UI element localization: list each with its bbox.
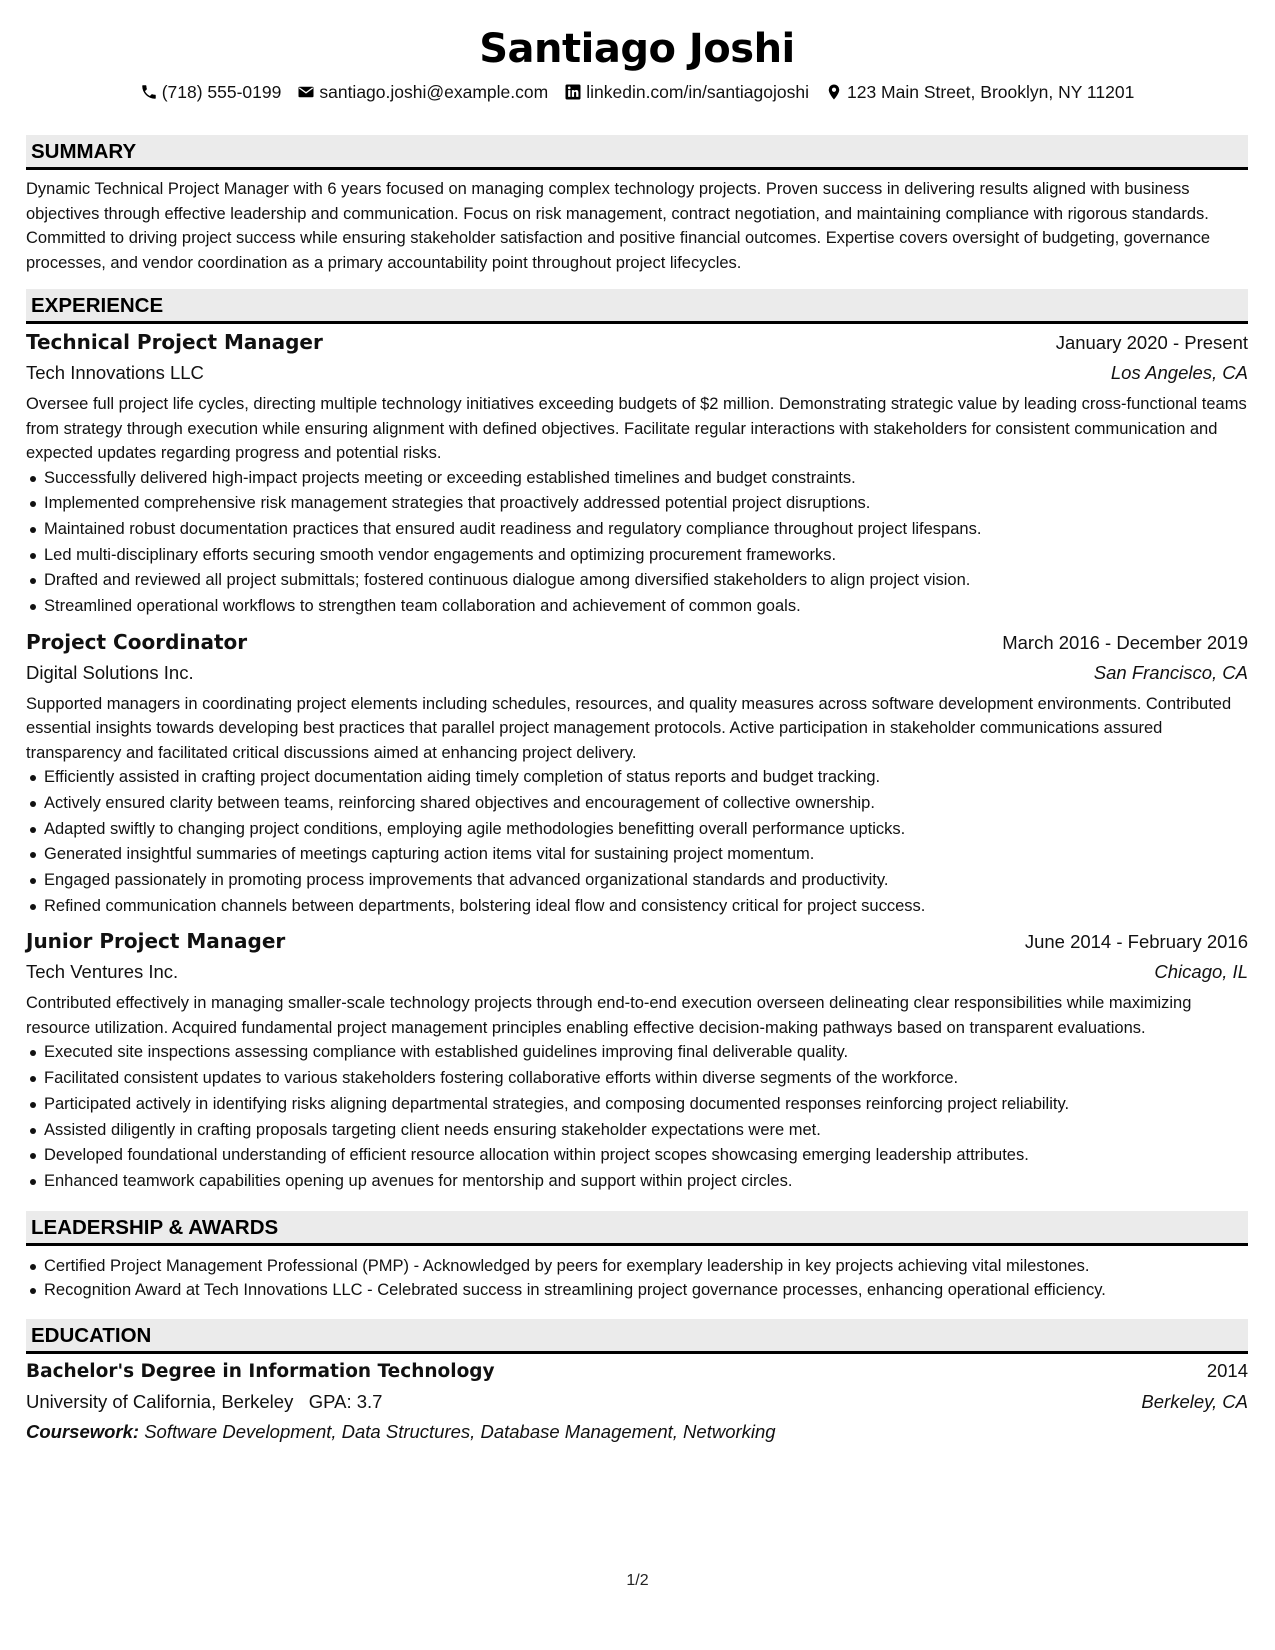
job-title: Junior Project Manager [26, 929, 286, 954]
list-item: Adapted swiftly to changing project conditions, employing agile methodologies benefitting overall performance upticks. [26, 817, 1248, 843]
list-item: Assisted diligently in crafting proposals targeting client needs ensuring stakeholder expectations were met. [26, 1118, 1248, 1144]
gpa: GPA: 3.7 [308, 1390, 383, 1412]
list-item: Developed foundational understanding of efficient resource allocation within project scopes showcasing emerging leadership attributes. [26, 1143, 1248, 1169]
coursework-label: Coursework: [26, 1420, 140, 1442]
job-subheader [26, 957, 1248, 987]
job-dates: June 2014 - February 2016 [1024, 931, 1248, 953]
job-location: San Francisco, CA [1093, 661, 1248, 683]
summary-text: Dynamic Technical Project Manager with 6 years focused on managing complex technology projects. Proven success in delivering results aligned with business objectives through effective leadership and communication. Focus on risk management, contract negotiation, and maintaining compliance with rigorous standards. Committed to driving project success while ensuring stakeholder satisfaction and positive financial outcomes. Expertise covers oversight of budgeting, governance processes, and vendor coordination as a primary accountability point throughout project lifecycles. [26, 180, 1211, 272]
coursework-list: Software Development, Data Structures, Database Management, Networking [144, 1420, 776, 1442]
job-title: Project Coordinator [26, 629, 248, 654]
job-location: Los Angeles, CA [1110, 362, 1248, 383]
list-item: Generated insightful summaries of meetings capturing action items vital for sustaining project momentum. [26, 842, 1248, 868]
education-subheader [26, 1387, 1248, 1417]
company-name: Digital Solutions Inc. [26, 661, 194, 683]
job-description: Supported managers in coordinating project elements including schedules, resources, and quality measures across software development environments. Contributed essential insights towards developing best practices that parallel project management protocols. Active participation in stakeholder communications assured transparency and facilitated critical discussions aimed at enhancing project delivery. [26, 694, 1232, 762]
job-bullets [26, 765, 1248, 919]
candidate-name: Santiago Joshi [479, 26, 795, 72]
address-text: 123 Main Street, Brooklyn, NY 11201 [847, 82, 1135, 102]
contact-bar [26, 80, 1248, 104]
job-description: Contributed effectively in managing smaller-scale technology projects through end-to-end execution overseen delineating clear responsibilities while maximizing resource utilization. Acquired fundamental project management principles enabling effective decision-making pathways based on transparent evaluations. [26, 994, 1192, 1037]
awards-list [26, 1254, 1248, 1303]
job-subheader [26, 358, 1248, 388]
contact-phone [140, 80, 282, 104]
school-location: Berkeley, CA [1141, 1390, 1248, 1412]
company-name: Tech Ventures Inc. [26, 961, 179, 983]
list-item: Facilitated consistent updates to various stakeholders fostering collaborative efforts within diverse segments of the workforce. [26, 1066, 1248, 1092]
page-number: 1/2 [626, 1572, 649, 1589]
job-header [26, 327, 1248, 358]
contact-linkedin[interactable] [564, 80, 809, 104]
list-item: Implemented comprehensive risk management strategies that proactively addressed potential project disruptions. [26, 491, 1248, 517]
degree-title: Bachelor's Degree in Information Technology [26, 1360, 495, 1382]
education-heading: EDUCATION [26, 1319, 1248, 1354]
awards-heading: LEADERSHIP & AWARDS [26, 1211, 1248, 1246]
education-header [26, 1356, 1248, 1387]
envelope-icon [297, 83, 315, 101]
phone-text: (718) 555-0199 [161, 82, 282, 102]
job-dates: March 2016 - December 2019 [1002, 631, 1248, 653]
list-item: Successfully delivered high-impact projects meeting or exceeding established timelines and budget constraints. [26, 466, 1248, 492]
list-item: Participated actively in identifying risks aligning departmental strategies, and composing documented responses reinforcing project reliability. [26, 1092, 1248, 1118]
job-location: Chicago, IL [1154, 961, 1248, 983]
phone-icon [140, 83, 158, 101]
list-item: Actively ensured clarity between teams, reinforcing shared objectives and encouragement of collective ownership. [26, 791, 1248, 817]
job-subheader [26, 658, 1248, 688]
job-header [26, 926, 1248, 957]
list-item: Efficiently assisted in crafting project documentation aiding timely completion of status reports and budget tracking. [26, 765, 1248, 791]
list-item: Streamlined operational workflows to strengthen team collaboration and achievement of common goals. [26, 594, 1248, 620]
graduation-year: 2014 [1206, 1359, 1248, 1381]
list-item: Engaged passionately in promoting process improvements that advanced organizational standards and productivity. [26, 868, 1248, 894]
job-entry [26, 627, 1248, 920]
school-line [26, 1387, 382, 1417]
linkedin-text[interactable]: linkedin.com/in/santiagojoshi [586, 82, 809, 102]
job-header [26, 627, 1248, 658]
list-item: Led multi-disciplinary efforts securing smooth vendor engagements and optimizing procurement frameworks. [26, 543, 1248, 569]
summary-heading: SUMMARY [26, 135, 1248, 170]
resume-content [26, 0, 1248, 1447]
map-pin-icon [825, 83, 843, 101]
list-item: Certified Project Management Professional (PMP) - Acknowledged by peers for exemplary leadership in key projects achieving vital milestones. [26, 1254, 1248, 1279]
job-bullets [26, 1040, 1248, 1194]
list-item: Enhanced teamwork capabilities opening up avenues for mentorship and support within project circles. [26, 1169, 1248, 1195]
job-description: Oversee full project life cycles, directing multiple technology initiatives exceeding budgets of $2 million. Demonstrating strategic value by leading cross-functional teams from strategy through execution while ensuring alignment with defined objectives. Facilitate regular interactions with stakeholders for consistent communication and expected updates regarding progress and potential risks. [26, 395, 1247, 462]
list-item: Maintained robust documentation practices that ensured audit readiness and regulatory compliance throughout project lifespans. [26, 517, 1248, 543]
job-entry [26, 926, 1248, 1194]
list-item: Drafted and reviewed all project submittals; fostered continuous dialogue among diversified stakeholders to align project vision. [26, 568, 1248, 594]
list-item: Recognition Award at Tech Innovations LLC - Celebrated success in streamlining project governance processes, enhancing operational efficiency. [26, 1278, 1248, 1303]
email-text[interactable]: santiago.joshi@example.com [319, 82, 549, 102]
job-dates: January 2020 - Present [1055, 332, 1248, 353]
contact-address [825, 80, 1134, 104]
company-name: Tech Innovations LLC [26, 362, 204, 383]
list-item: Executed site inspections assessing compliance with established guidelines improving final deliverable quality. [26, 1040, 1248, 1066]
contact-email[interactable] [297, 80, 548, 104]
job-title: Technical Project Manager [26, 330, 323, 354]
education-entry [26, 1356, 1248, 1447]
coursework-line [26, 1417, 1248, 1447]
job-bullets [26, 466, 1248, 620]
job-entry [26, 327, 1248, 620]
linkedin-icon [564, 83, 582, 101]
list-item: Refined communication channels between departments, bolstering ideal flow and consistency critical for project success. [26, 894, 1248, 920]
school-name: University of California, Berkeley [26, 1390, 294, 1412]
experience-heading: EXPERIENCE [26, 289, 1248, 324]
